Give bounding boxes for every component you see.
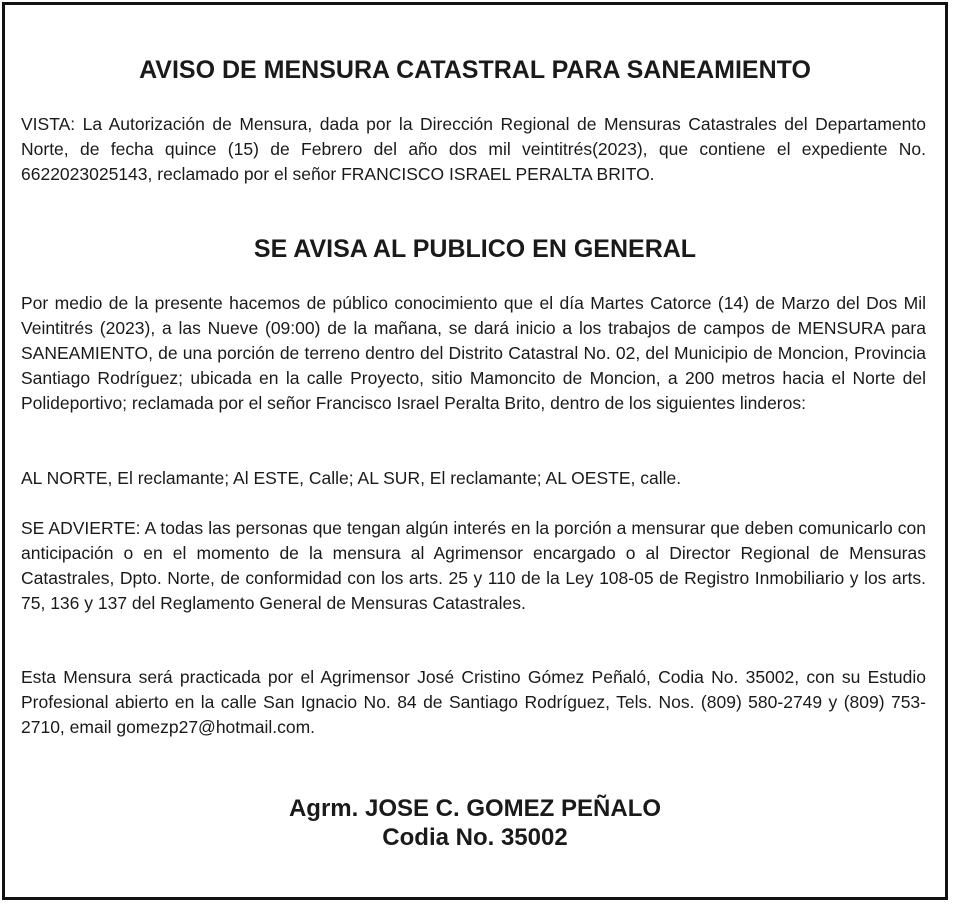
notice-subtitle: SE AVISA AL PUBLICO EN GENERAL [253,235,697,263]
notice-frame [2,2,948,900]
linderos-paragraph: AL NORTE, El reclamante; Al ESTE, Calle; AL SUR, El reclamante; AL OESTE, calle. [21,468,682,488]
signature-codia: Codia No. 35002 [382,824,568,851]
vista-paragraph: VISTA: La Autorización de Mensura, dada por la Dirección Regional de Mensuras Catastrales del Departamento Norte, de fecha quince (15) de Febrero del año dos mil veintitrés(2023), que contiene el expediente No. 6622023025143, reclamado por el señor FRANCISCO ISRAEL PERALTA BRITO. [21,114,926,184]
practicada-paragraph: Esta Mensura será practicada por el Agrimensor José Cristino Gómez Peñaló, Codia No. 35002, con su Estudio Profesional abierto en la calle San Ignacio No. 84 de Santiago Rodríguez, Tels. Nos. (809) 580-2749 y (809) 753-2710, email gomezp27@hotmail.com. [21,667,926,737]
body-paragraph: Por medio de la presente hacemos de público conocimiento que el día Martes Catorce (14) de Marzo del Dos Mil Veintitrés (2023), a las Nueve (09:00) de la mañana, se dará inicio a los trabajos de campos de MENSURA para SANEAMIENTO, de una porción de terreno dentro del Distrito Catastral No. 02, del Municipio de Moncion, Provincia Santiago Rodríguez; ubicada en la calle Proyecto, sitio Mamoncito de Moncion, a 200 metros hacia el Norte del Polideportivo; reclamada por el señor Francisco Israel Peralta Brito, dentro de los siguientes linderos: [21,293,926,413]
advierte-paragraph: SE ADVIERTE: A todas las personas que tengan algún interés en la porción a mensurar que deben comunicarlo con anticipación o en el momento de la mensura al Agrimensor encargado o al Director Regional de Mensuras Catastrales, Dpto. Norte, de conformidad con los arts. 25 y 110 de la Ley 108-05 de Registro Inmobiliario y los arts. 75, 136 y 137 del Reglamento General de Mensuras Catastrales. [21,518,926,613]
notice-title: AVISO DE MENSURA CATASTRAL PARA SANEAMIENTO [139,56,811,84]
signature-block [5,794,945,852]
signature-name: Agrm. JOSE C. GOMEZ PEÑALO [288,795,662,822]
